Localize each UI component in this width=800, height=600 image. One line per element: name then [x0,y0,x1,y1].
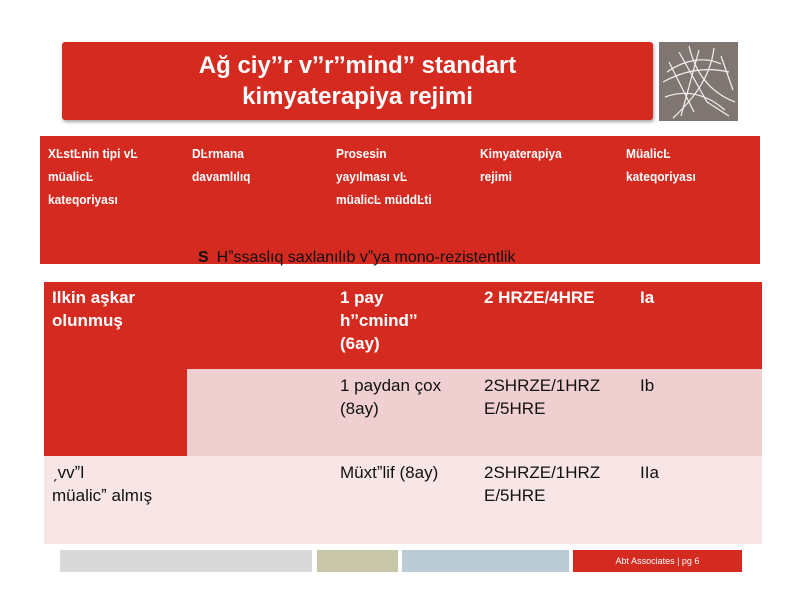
abt-logo-icon [659,42,738,121]
header-process-duration: Prosesin yayılması vĿ müalicĿ müddĿti [336,146,432,207]
cell-regimen: 2SHRZE/1HRZ E/5HRE [484,463,601,505]
footer-bar-gray [60,550,312,572]
subtitle-marker: S [198,249,209,266]
cell-duration: 1 paydan çox (8ay) [340,376,442,418]
header-patient-type: XĿstĿnin tipi vĿ müalicĿ kateqoriyası [48,146,138,207]
cell-regimen: 2 HRZE/4HRE [484,288,595,307]
subtitle-text: Hˮssaslıq saxlanılıb vˮya mono-rezistentlik [216,249,516,266]
table-row-merged-cell [44,369,187,456]
cell-duration: 1 pay hˮcmindˮ (6ay) [340,288,418,353]
header-treatment-category: MüalicĿ kateqoriyası [626,146,696,184]
sensitivity-subtitle [198,249,515,267]
footer-page-label: Abt Associates | pg 6 [615,556,700,566]
cell-category: Ia [640,288,655,307]
cell-patient-type-newly-detected: Ilkin aşkar olunmuş [52,288,136,330]
cell-category: Ib [640,376,655,395]
cell-regimen: 2SHRZE/1HRZ E/5HRE [484,376,601,418]
table-row [187,369,762,456]
footer-bar-blue [402,550,569,572]
cell-category: IIa [640,463,659,482]
footer-bar-olive [317,550,398,572]
slide-title-line-1: Ağ ciyˮr vˮrˮmindˮ standart [198,52,517,79]
header-chemo-regimen: Kimyaterapiya rejimi [480,146,562,184]
cell-patient-type-previously-treated: ˏvvˮl müalicˮ almış [52,463,153,505]
table-header [40,136,760,264]
slide-title-line-2: kimyaterapiya rejimi [242,83,473,110]
cell-duration: Müxtˮlif (8ay) [340,463,439,482]
slide-title [62,42,653,120]
header-drug-resistance: DĿrmana davamlılıq [192,146,251,184]
